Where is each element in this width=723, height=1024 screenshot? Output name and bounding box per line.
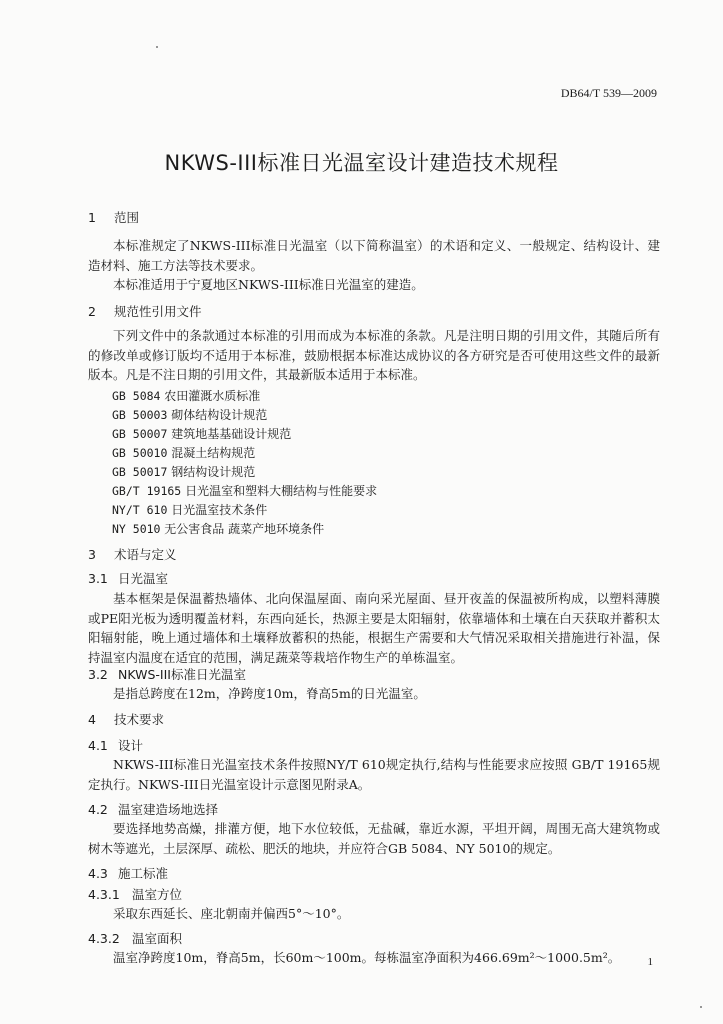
reference-item: [112, 444, 255, 461]
subsection-title: 温室面积: [132, 931, 183, 946]
subsection-number: 4.2: [88, 802, 108, 817]
reference-code: NY 5010: [112, 522, 161, 536]
scan-speck: [156, 46, 158, 48]
subsection-title: NKWS-III标准日光温室: [118, 667, 246, 682]
reference-name: 砌体结构设计规范: [171, 408, 268, 422]
section-heading: [88, 302, 202, 320]
paragraph: 基本框架是保温蓄热墙体、北向保温屋面、南向采光屋面、昼开夜盖的保温被所构成，以塑料薄膜或PE阳光板为透明覆盖材料，东西向延长，热源主要是太阳辐射，依靠墙体和土壤在白天获取并蓄积太阳辐射能，晚上通过墙体和土壤释放蓄积的热能，根据生产需要和大气情况采取相关措施进行补温，保持温室内温度在适宜的范围，满足蔬菜等栽培作物生产的单栋温室。: [88, 591, 660, 665]
subsection-title: 温室建造场地选择: [118, 802, 219, 817]
subsection-heading: [88, 736, 143, 754]
subsection-number: 4.3.1: [88, 887, 120, 902]
section-number: 3: [88, 547, 96, 562]
reference-code: GB 50007: [112, 427, 168, 441]
reference-item: [112, 425, 291, 442]
subsection-title: 设计: [118, 738, 144, 753]
reference-name: 日光温室和塑料大棚结构与性能要求: [185, 484, 378, 498]
section-number: 4: [88, 712, 96, 727]
section-heading: [88, 208, 139, 226]
paragraph: 要选择地势高燥，排灌方便，地下水位较低，无盐碱，靠近水源，平坦开阔，周围无高大建筑物或树木等遮光，土层深厚、疏松、肥沃的地块，并应符合GB 5084、NY 5010的规定。: [88, 821, 660, 856]
subsection-number: 4.1: [88, 738, 108, 753]
section-title: 术语与定义: [114, 547, 177, 562]
reference-code: GB 50010: [112, 446, 168, 460]
subsection-number: 3.1: [88, 571, 108, 586]
subsection-title: 温室方位: [132, 887, 183, 902]
subsection-number: 4.3.2: [88, 931, 120, 946]
section-heading: [88, 710, 164, 728]
subsection-heading: [88, 569, 168, 587]
paragraph: 是指总跨度在12m，净跨度10m，脊高5m的日光温室。: [113, 686, 426, 701]
reference-name: 农田灌溉水质标准: [164, 389, 261, 403]
reference-item: [112, 482, 377, 499]
reference-name: 混凝土结构规范: [171, 446, 256, 460]
reference-item: [112, 501, 267, 518]
section-number: 2: [88, 304, 96, 319]
reference-item: [112, 520, 324, 537]
reference-item: [112, 463, 255, 480]
section-title: 范围: [114, 210, 140, 225]
reference-code: GB/T 19165: [112, 484, 182, 498]
paragraph: 采取东西延长、座北朝南并偏西5°～10°。: [113, 906, 350, 921]
reference-name: 建筑地基基础设计规范: [171, 427, 292, 441]
paragraph: 温室净跨度10m，脊高5m，长60m～100m。每栋温室净面积为466.69m²～1000.5m²。: [113, 950, 621, 965]
subsection-heading: [88, 800, 218, 818]
reference-name: 无公害食品 蔬菜产地环境条件: [164, 522, 325, 536]
paragraph: NKWS-III标准日光温室技术条件按照NY/T 610规定执行,结构与性能要求应按照 GB/T 19165规定执行。NKWS-III日光温室设计示意图见附录A。: [88, 757, 660, 792]
section-title: 规范性引用文件: [114, 304, 202, 319]
subsection-heading: [88, 864, 168, 882]
document-title: NKWS-III标准日光温室设计建造技术规程: [164, 151, 559, 175]
paragraph: 下列文件中的条款通过本标准的引用而成为本标准的条款。凡是注明日期的引用文件，其随后所有的修改单或修订版均不适用于本标准，鼓励根据本标准达成协议的各方研究是否可使用这些文件的最新版本。凡是不注日期的引用文件，其最新版本适用于本标准。: [88, 328, 660, 382]
subsection-heading: [88, 929, 182, 947]
reference-item: [112, 406, 267, 423]
reference-name: 钢结构设计规范: [171, 465, 256, 479]
paragraph: 本标准规定了NKWS-III标准日光温室（以下简称温室）的术语和定义、一般规定、结构设计、建造材料、施工方法等技术要求。: [88, 238, 660, 273]
section-heading: [88, 545, 177, 563]
subsection-heading: [88, 885, 182, 903]
reference-item: [112, 387, 260, 404]
subsection-number: 4.3: [88, 866, 108, 881]
reference-code: GB 50003: [112, 408, 168, 422]
subsection-title: 日光温室: [118, 571, 169, 586]
subsection-number: 3.2: [88, 667, 108, 682]
section-number: 1: [88, 210, 96, 225]
reference-name: 日光温室技术条件: [171, 503, 268, 517]
subsection-heading: [88, 665, 246, 683]
page-number: 1: [647, 956, 653, 968]
standard-code: DB64/T 539—2009: [560, 86, 657, 100]
reference-code: NY/T 610: [112, 503, 168, 517]
paragraph: 本标准适用于宁夏地区NKWS-III标准日光温室的建造。: [113, 277, 424, 292]
reference-code: GB 50017: [112, 465, 168, 479]
section-title: 技术要求: [114, 712, 165, 727]
scan-speck: [700, 1006, 702, 1008]
subsection-title: 施工标准: [118, 866, 169, 881]
reference-code: GB 5084: [112, 389, 161, 403]
